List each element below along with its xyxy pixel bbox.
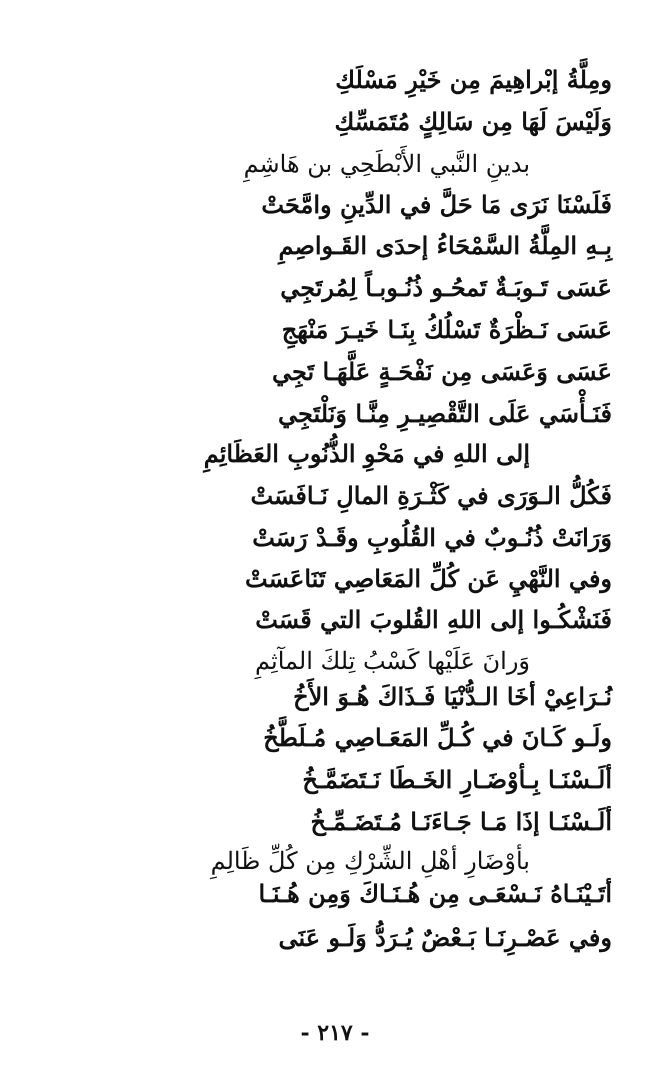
verse-line-11: فَكُلُّ الـوَرَى في كَثْـرَةِ المالِ نَـافَسَتْ (250, 481, 612, 510)
verse-line-3: بدينِ النَّبي الأَبْطَحِي بن هَاشِمِ (243, 150, 530, 178)
verse-line-6: عَسَى تَـوبَـةٌ تَمحُـو ذُنُـوبـاً لِمُرتَجِي (280, 273, 612, 302)
verse-line-22: وفي عَصْـرِنَـا بَـعْضٌ يُـرَدُّ وَلَـو عَنَى (278, 923, 612, 952)
verse-line-20: بأوْضَارِ أهْلِ الشِّرْكِ مِن كُلِّ ظَالِمِ (210, 847, 530, 875)
verse-line-5: بِـهِ المِلَّةُ السَّمْحَاءُ إحدَى القَـواصِمِ (278, 231, 612, 260)
verse-line-14: فَنَشْكُـوا إلى اللهِ القُلوبَ التي قَسَتْ (255, 605, 612, 634)
verse-line-2: وَلَيْسَ لَهَا مِن سَالِكٍ مُتَمَسِّكِ (334, 107, 612, 136)
verse-line-7: عَسَى نَـظْرَةٌ تَسْلُكُ بِنَـا خَيـرَ مَنْهَجِ (281, 315, 612, 344)
page-number: - ٢١٧ - (300, 1020, 370, 1046)
verse-line-4: فَلَسْنَا نَرَى مَا حَلَّ في الدِّينِ وامَّحَتْ (261, 190, 612, 219)
verse-line-1: ومِلَّةُ إبْراهِيمَ مِن خَيْرِ مَسْلَكِ (335, 65, 612, 94)
verse-line-10: إلى اللهِ في مَحْوِ الذُّنُوبِ العَظَائِمِ (203, 439, 530, 468)
verse-line-21: أتَـيْنَـاهُ نَـسْعَـى مِن هُـنَـاكَ وَمِن هُـنَـا (258, 879, 612, 908)
verse-line-19: ألَـسْنَـا إذَا مَـا جَـاءَنَـا مُـتَضَـمِّـخُ (310, 807, 612, 836)
verse-line-9: فَنَـأْسَي عَلَى التَّقْصِيـرِ مِنَّـا وَنَلْتَجِي (278, 399, 612, 428)
verse-line-12: وَرَانَتْ ذُنُـوبٌ في القُلُوبِ وقَـدْ رَسَتْ (252, 523, 612, 552)
verse-line-16: نُـرَاعِيْ أخَا الـدُّنْيَا فَـذَاكَ هُـوَ الأَخُ (293, 682, 612, 711)
verse-line-8: عَسَى وَعَسَى مِن نَفْحَـةٍ عَلَّهَـا تَجِي (271, 357, 612, 386)
verse-line-13: وفي النَّهْيِ عَن كُلِّ المَعَاصِي تَنَاعَسَتْ (245, 564, 612, 593)
verse-line-17: ولَـو كَـانَ في كُـلِّ المَعَـاصِي مُـلَطَّخُ (263, 723, 612, 752)
verse-line-18: ألَـسْنَـا بِـأوْضَـارِ الخَـطَا نَـتَضَمَّـخُ (302, 765, 612, 794)
verse-line-15: وَرانَ عَلَيْها كَسْبُ تِلكَ المآثِمِ (255, 647, 530, 675)
